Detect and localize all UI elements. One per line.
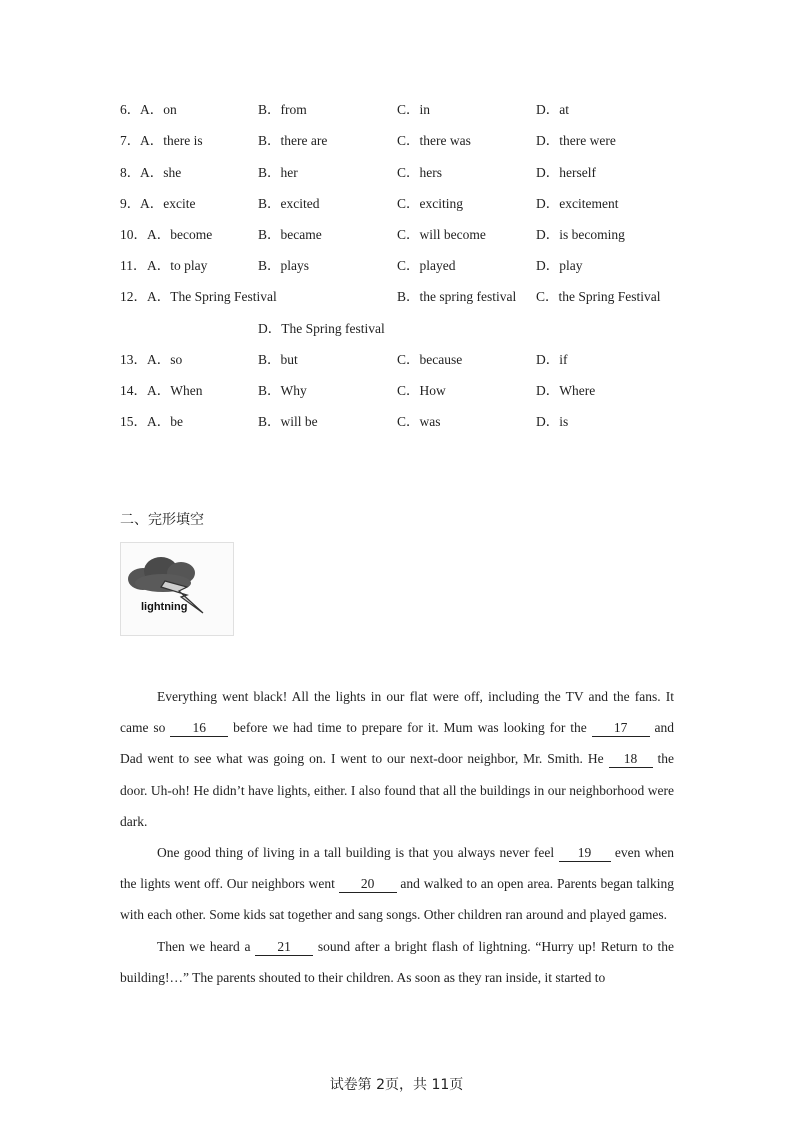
option-d: D．at — [536, 102, 569, 117]
option-c: C．the Spring Festival — [536, 289, 661, 304]
option-d: D．play — [536, 258, 583, 273]
blank-17: 17 — [592, 720, 650, 737]
passage-text: sound after a bright flash of lightning. “Hurry up! Return to the building!…” The parents shouted to their children. As soon as they ran inside, it started to — [120, 938, 674, 985]
question-number: 8． — [120, 165, 141, 180]
option-b: B．became — [258, 227, 322, 242]
section-title: 二、完形填空 — [120, 512, 204, 528]
option-d: D．is — [536, 414, 569, 429]
option-a: A．become — [147, 227, 213, 242]
option-b: B．but — [258, 352, 298, 367]
option-b: B．her — [258, 165, 298, 180]
question-8 — [0, 163, 793, 183]
passage-text: Everything went black! All the lights in our flat were off, including the TV and the fans. It came so — [120, 689, 674, 736]
option-c: C．hers — [397, 165, 442, 180]
paragraph-1 — [120, 681, 674, 837]
blank-21: 21 — [255, 939, 313, 956]
option-d: D．The Spring festival — [258, 321, 385, 336]
lightning-figure — [120, 542, 234, 636]
option-c: C．because — [397, 352, 463, 367]
option-a: A．on — [140, 102, 177, 117]
option-d: D．there were — [536, 133, 616, 148]
option-c: C．will become — [397, 227, 486, 242]
option-b: B．the spring festival — [397, 289, 517, 304]
question-13 — [0, 350, 793, 370]
option-a: A．be — [147, 414, 183, 429]
passage-text: One good thing of living in a tall building is that you always never feel — [157, 845, 555, 861]
option-c: C．How — [397, 383, 446, 398]
option-d: D．excitement — [536, 196, 619, 211]
paragraph-2 — [120, 837, 674, 931]
option-b: B．from — [258, 102, 307, 117]
question-number: 9． — [120, 196, 141, 211]
option-c: C．exciting — [397, 196, 463, 211]
blank-19: 19 — [559, 845, 611, 862]
option-c: C．in — [397, 102, 431, 117]
option-b: B．plays — [258, 258, 310, 273]
option-c: C．played — [397, 258, 456, 273]
question-number: 14． — [120, 383, 147, 398]
passage-text: even when the lights went off. Our neighbors went — [120, 845, 674, 892]
passage-text: and Dad went to see what was going on. I went to our next-door neighbor, Mr. Smith. He — [120, 720, 675, 767]
question-14 — [0, 381, 793, 401]
question-15 — [0, 412, 793, 432]
option-a: A．excite — [140, 196, 196, 211]
blank-16: 16 — [170, 720, 228, 737]
question-10 — [0, 225, 793, 245]
option-a: A．she — [140, 165, 182, 180]
option-b: B．there are — [258, 133, 328, 148]
question-number: 10． — [120, 227, 147, 242]
figure-label: lightning — [141, 601, 188, 613]
option-b: B．excited — [258, 196, 320, 211]
question-number: 7． — [120, 133, 141, 148]
question-11 — [0, 256, 793, 276]
question-number: 15． — [120, 414, 147, 429]
question-9 — [0, 194, 793, 214]
passage-text: Then we heard a — [157, 938, 251, 954]
option-d: D．herself — [536, 165, 596, 180]
option-a: A．to play — [147, 258, 208, 273]
paragraph-3 — [120, 931, 674, 993]
option-a: A．When — [147, 383, 203, 398]
question-7 — [0, 131, 793, 151]
cloze-passage — [120, 681, 674, 993]
question-number: 13． — [120, 352, 147, 367]
question-12-continued — [0, 319, 793, 339]
lightning-icon — [121, 543, 233, 635]
option-a: A．so — [147, 352, 183, 367]
question-12 — [0, 287, 793, 307]
blank-18: 18 — [609, 751, 653, 768]
option-a: A．The Spring Festival — [147, 289, 277, 304]
passage-text: the door. Uh-oh! He didn’t have lights, either. I also found that all the buildings in our neighborhood were dark. — [120, 751, 674, 829]
blank-20: 20 — [339, 876, 397, 893]
option-d: D．if — [536, 352, 568, 367]
passage-text: before we had time to prepare for it. Mum was looking for the — [233, 720, 587, 736]
option-a: A．there is — [140, 133, 203, 148]
option-d: D．is becoming — [536, 227, 625, 242]
option-c: C．there was — [397, 133, 471, 148]
passage-text: and walked to an open area. Parents began talking with each other. Some kids sat together and sang songs. Other children ran around and played games. — [120, 876, 675, 923]
question-6 — [0, 100, 793, 120]
option-c: C．was — [397, 414, 441, 429]
page-footer: 试卷第 2页，共 11页 — [329, 1077, 464, 1093]
option-b: B．will be — [258, 414, 318, 429]
question-number: 12． — [120, 289, 147, 304]
option-d: D．Where — [536, 383, 596, 398]
question-number: 6． — [120, 102, 141, 117]
option-b: B．Why — [258, 383, 307, 398]
question-number: 11． — [120, 258, 147, 273]
